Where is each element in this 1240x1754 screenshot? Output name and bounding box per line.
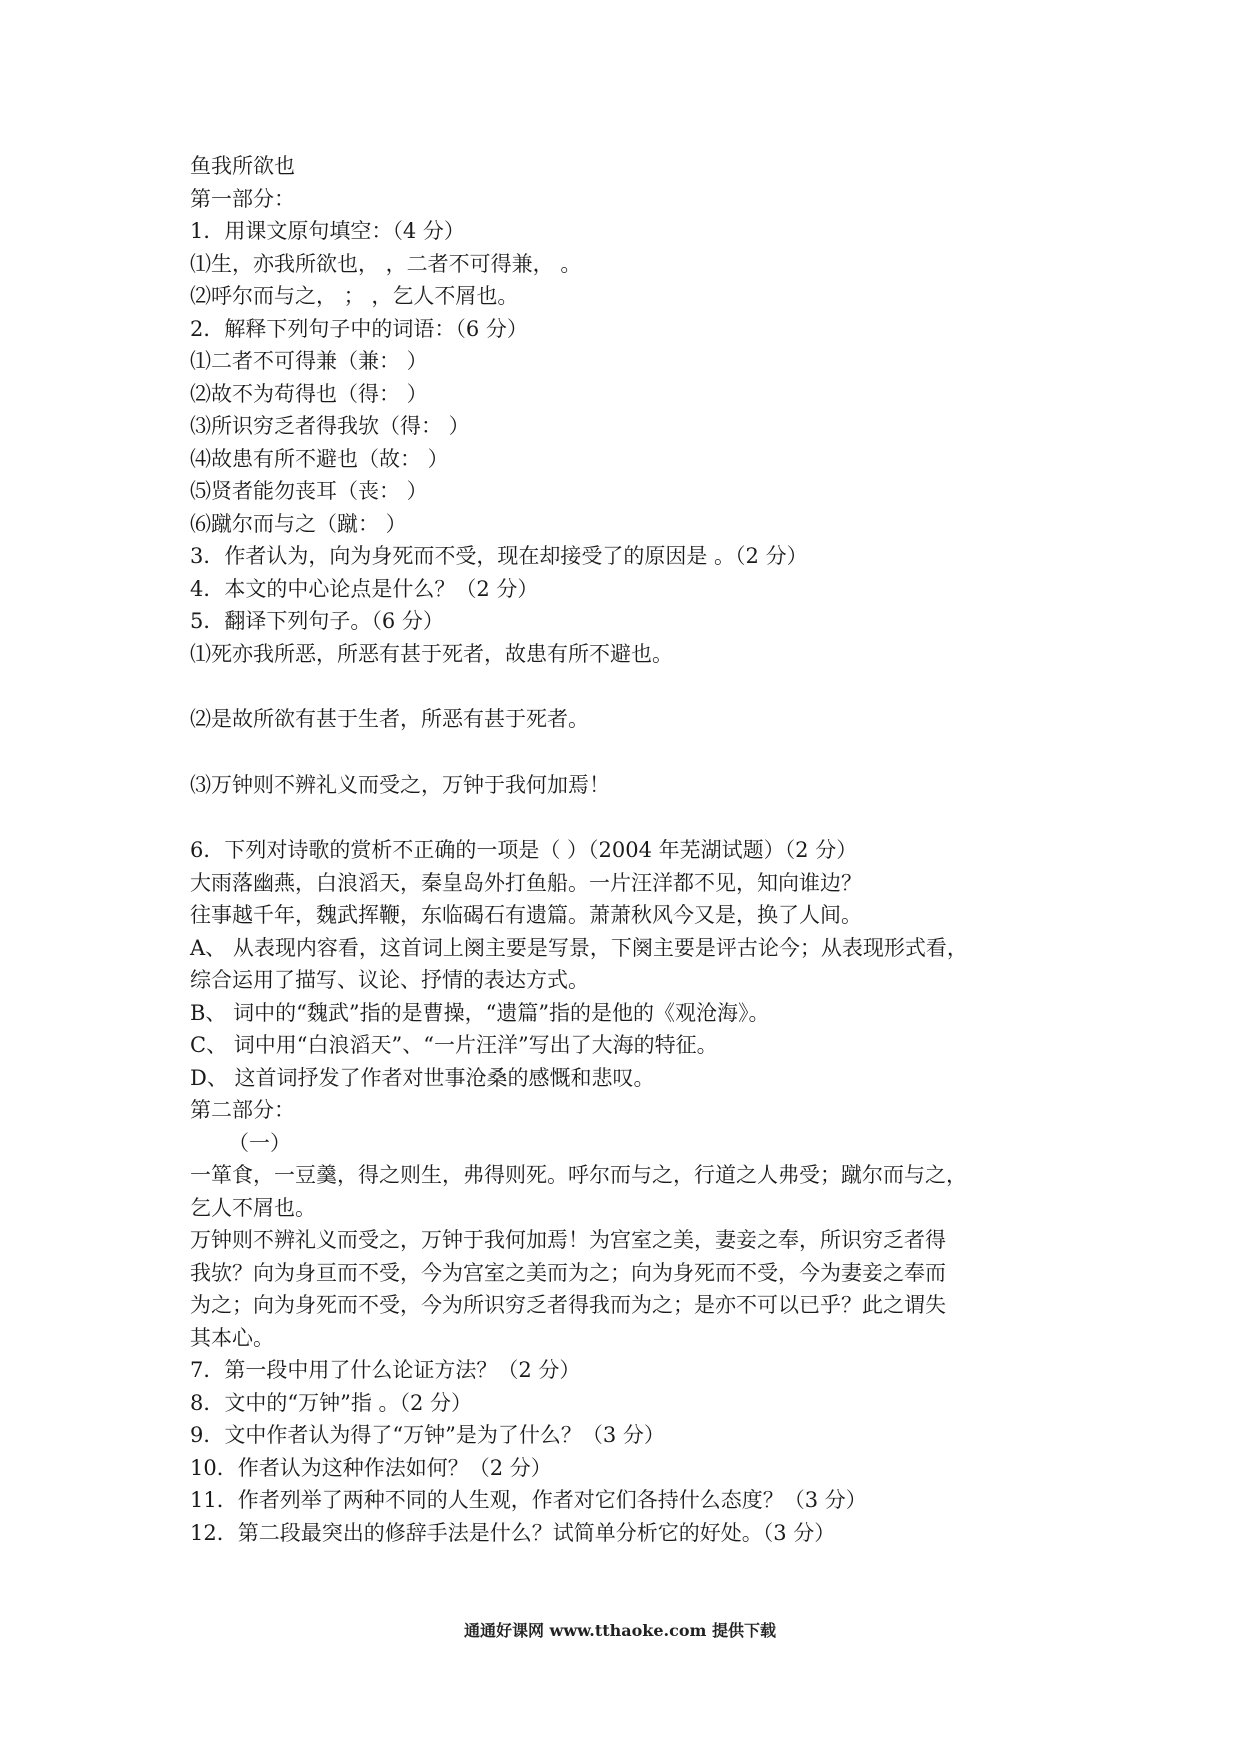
document-body bbox=[190, 150, 1070, 1549]
poem-line: 往事越千年，魏武挥鞭，东临碣石有遗篇。萧萧秋风今又是，换了人间。 bbox=[190, 903, 862, 927]
q1-prompt: 1．用课文原句填空：（4 分） bbox=[190, 219, 465, 243]
q1-item: ⑴生，亦我所欲也， ，二者不可得兼， 。 bbox=[190, 251, 582, 276]
q6-option: D、 这首词抒发了作者对世事沧桑的感慨和悲叹。 bbox=[190, 1065, 655, 1090]
q2-prompt: 2．解释下列句子中的词语：（6 分） bbox=[190, 316, 528, 341]
q2-item: ⑸贤者能勿丧耳（丧： ） bbox=[190, 479, 428, 503]
question: 8．文中的“万钟”指 。（2 分） bbox=[190, 1390, 473, 1415]
part2-heading: 第二部分： bbox=[190, 1098, 295, 1122]
q5-item: ⑴死亦我所恶，所恶有甚于死者，故患有所不避也。 bbox=[190, 641, 673, 666]
question: 9．文中作者认为得了“万钟”是为了什么？（3 分） bbox=[190, 1423, 665, 1447]
passage-line: 乞人不屑也。 bbox=[190, 1195, 316, 1220]
q2-item: ⑷故患有所不避也（故： ） bbox=[190, 446, 449, 471]
q1-item: ⑵呼尔而与之， ； ，乞人不屑也。 bbox=[190, 284, 519, 308]
footer-credit: 通通好课网 www.tthaoke.com 提供下载 bbox=[463, 1621, 777, 1640]
q2-item: ⑴二者不可得兼（兼： ） bbox=[190, 349, 428, 373]
q5-prompt: 5．翻译下列句子。（6 分） bbox=[190, 609, 444, 633]
q5-item: ⑶万钟则不辨礼义而受之，万钟于我何加焉！ bbox=[190, 772, 610, 797]
passage-line: 为之；向为身死而不受，今为所识穷乏者得我而为之；是亦不可以已乎？此之谓失 bbox=[190, 1293, 946, 1317]
q4-prompt: 4．本文的中心论点是什么？（2 分） bbox=[190, 576, 539, 601]
q5-item: ⑵是故所欲有甚于生者，所恶有甚于死者。 bbox=[190, 707, 589, 731]
answer-space bbox=[190, 736, 1070, 769]
q6-option: B、 词中的“魏武”指的是曹操，“遗篇”指的是他的《观沧海》。 bbox=[190, 1000, 770, 1025]
question: 11．作者列举了两种不同的人生观，作者对它们各持什么态度？（3 分） bbox=[190, 1488, 867, 1512]
q2-item: ⑵故不为苟得也（得： ） bbox=[190, 381, 428, 406]
q6-option: A、 从表现内容看，这首词上阕主要是写景，下阕主要是评古论今；从表现形式看， bbox=[190, 935, 968, 960]
q6-prompt: 6．下列对诗歌的赏析不正确的一项是（ ）（2004 年芜湖试题）（2 分） bbox=[190, 838, 858, 862]
document-title: 鱼我所欲也 bbox=[190, 154, 295, 178]
question: 10．作者认为这种作法如何？（2 分） bbox=[190, 1455, 552, 1480]
q2-item: ⑹蹴尔而与之（蹴： ） bbox=[190, 511, 407, 536]
q6-option: C、 词中用“白浪滔天”、“一片汪洋”写出了大海的特征。 bbox=[190, 1033, 718, 1057]
answer-space bbox=[190, 801, 1070, 834]
q2-item: ⑶所识穷乏者得我欤（得： ） bbox=[190, 414, 470, 438]
q3-prompt: 3．作者认为，向为身死而不受，现在却接受了的原因是 。（2 分） bbox=[190, 544, 808, 568]
passage-line: 一箪食，一豆羹，得之则生，弗得则死。呼尔而与之，行道之人弗受；蹴尔而与之， bbox=[190, 1163, 967, 1187]
passage-line: 我欤？向为身亘而不受，今为宫室之美而为之；向为身死而不受，今为妻妾之奉而 bbox=[190, 1260, 946, 1285]
question: 7．第一段中用了什么论证方法？（2 分） bbox=[190, 1358, 581, 1382]
answer-space bbox=[190, 670, 1070, 703]
part1-heading: 第一部分： bbox=[190, 186, 295, 211]
q6-option: 综合运用了描写、议论、抒情的表达方式。 bbox=[190, 968, 589, 992]
passage-line: 万钟则不辨礼义而受之，万钟于我何加焉！为宫室之美，妻妾之奉，所识穷乏者得 bbox=[190, 1228, 946, 1252]
passage-line: 其本心。 bbox=[190, 1325, 274, 1350]
question: 12．第二段最突出的修辞手法是什么？试简单分析它的好处。（3 分） bbox=[190, 1520, 836, 1545]
poem-line: 大雨落幽燕，白浪滔天，秦皇岛外打鱼船。一片汪洋都不见，知向谁边？ bbox=[190, 870, 862, 895]
section-label: （一） bbox=[228, 1130, 291, 1155]
